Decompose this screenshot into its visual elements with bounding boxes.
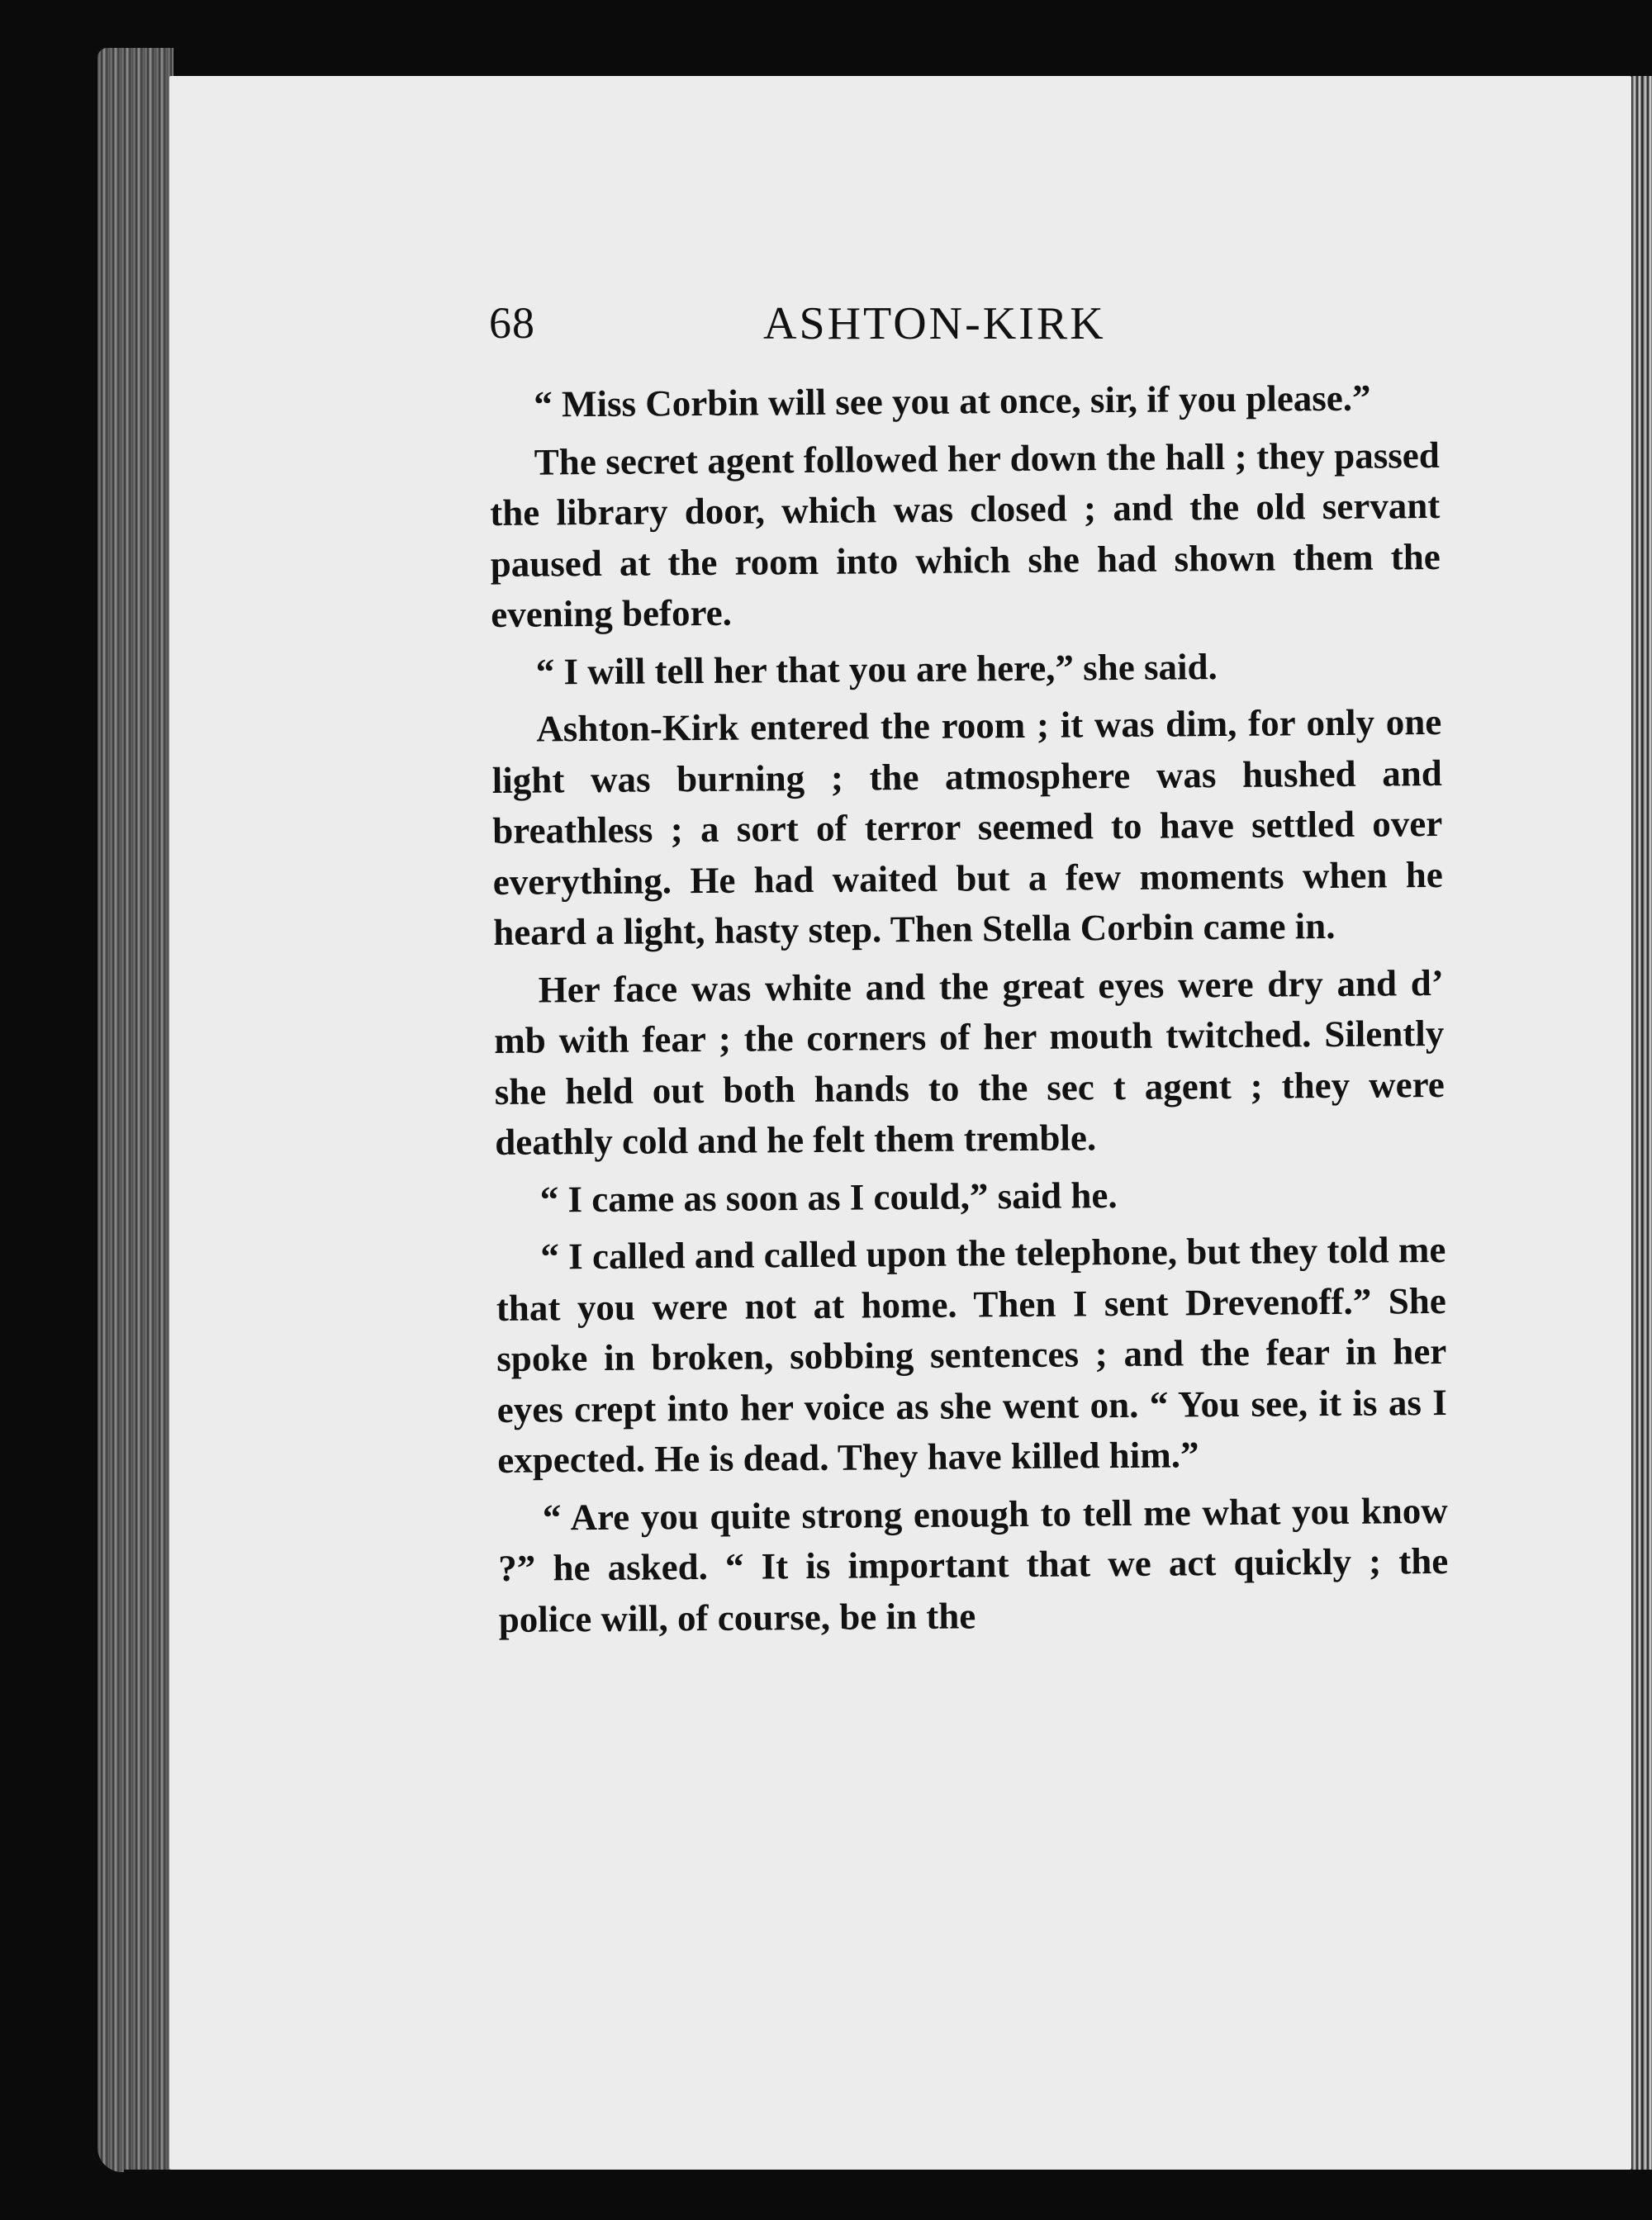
paragraph: Ashton-Kirk entered the room ; it was dim, for only one light was burning ; the atmosphere was hushed and breathless ; a sort of terror seemed to have settled over everything. He had waited but a few moments when he heard a light, hasty step. Then Stella Corbin came in.: [491, 700, 1443, 953]
paragraph: “ I came as soon as I could,” said he.: [539, 1174, 1118, 1221]
paragraph: “ Are you quite strong enough to tell me what you know ?” he asked. “ It is important that we act quickly ; the police will, of course, be in the: [498, 1489, 1449, 1640]
paragraph: The secret agent followed her down the hall ; they passed the library door, which was closed ; and the old servant paused at the room into which she had shown them the evening before.: [490, 434, 1441, 635]
scan-bottom-border: [124, 2170, 1652, 2194]
page-number: 68: [489, 298, 535, 348]
next-page-edge: [1631, 76, 1652, 2190]
page-header: [489, 297, 1175, 372]
book-page-edges: [97, 48, 173, 2172]
paragraph: “ I will tell her that you are here,” she said.: [535, 645, 1218, 693]
body-text: [489, 372, 1449, 1645]
paragraph: Her face was white and the great eyes were dry and d’ mb with fear ; the corners of her mouth twitched. Silently she held out both hands to the sec t agent ; they were deathly cold and he felt them tremble.: [494, 961, 1445, 1163]
running-head-title: ASHTON-KIRK: [763, 298, 1106, 349]
paragraph: “ I called and called upon the telephone, but they told me that you were not at home. Then I sent Drevenoff.” She spoke in broken, sobbing sentences ; and the fear in her eyes crept into her voice as she went on. “ You see, it is as I expected. He is dead. They have killed him.”: [496, 1228, 1447, 1481]
paragraph: “ Miss Corbin will see you at once, sir, if you please.”: [534, 377, 1371, 425]
